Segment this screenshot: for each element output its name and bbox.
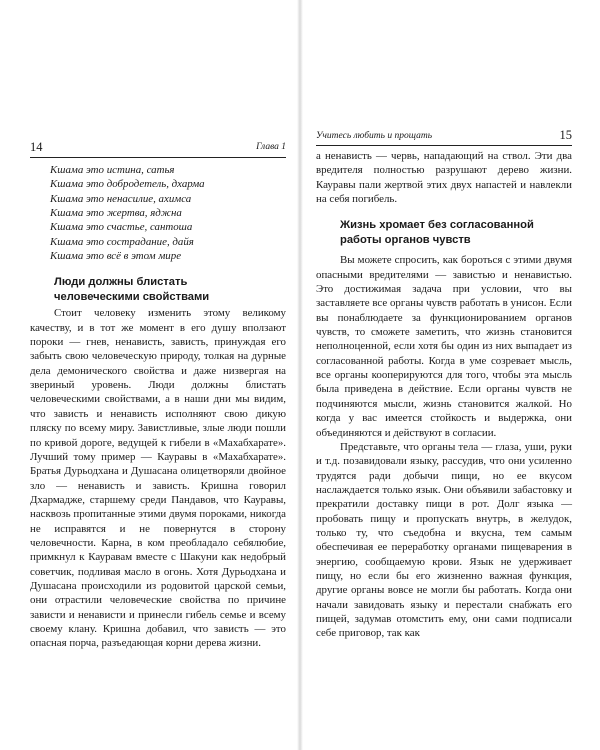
section-heading: Жизнь хромает без согласованной работы органов чувств xyxy=(340,219,534,246)
verse-line: Кшама это счастье, сантоша xyxy=(50,221,193,234)
right-book-title-label: Учитесь любить и прощать xyxy=(316,131,433,141)
body-paragraph: Стоит человеку изменить этому великому качеству, и в тот же момент в его душу вползают пороки — гнев, ненависть, зависть, принуждая его забыть свою человеческую природу, толкая на дурные дела демонического свойства и даже низвергая на звериный уровень. Люди должны блистать человеческими свойствами, а в наши дни мы видим, что зависть и ненависть исполняют свою дикую пляску по всему миру. Завистливые, злые люди пошли по кривой дороге, ведущей к гибели в «Махабхарате». Лучший тому пример — Кауравы в «Махабхарате». Братья Дурьодхана и Душасана олицетворяли двойное зло — ненависть и зависть. Кришна говорил Дхармадже, старшему среди Пандавов, что Кауравы, насквозь пропитанные этими двумя пороками, никогда не исправятся и не повернутся в сторону человечности. Карна, в ком преобладало себялюбие, примкнул к Кауравам вместе с Шакуни как недобрый советчик, подливая масло в огонь. Хотя Дурьодхана и Душасана происходили из родовитой царской семьи, они отрастили человеческие свойства по причине зависти и ненависти и принесли гибель семье и всему своему клану. Кришна добавил, что зависть — это опасная порча, разъедающая корни дерева жизни. xyxy=(30,307,286,650)
verse-line: Кшама это ненасилие, ахимса xyxy=(50,192,192,205)
right-page-number: 15 xyxy=(559,128,572,142)
right-header-rule xyxy=(316,145,572,146)
left-page-number: 14 xyxy=(30,140,43,154)
verse-line: Кшама это жертва, яджна xyxy=(50,207,182,220)
verse-block xyxy=(50,163,286,263)
body-paragraph: Вы можете спросить, как бороться с этими двумя опасными вредителями — завистью и ненавистью. Это достижимая задача при условии, что вы заставляете все органы чувств работать в унисон. Если вы понаблюдаете за функционированием органов чувств, то сможете заметить, что жизнь становится неполноценной, если хотя бы один из них выпадает из согласованной работы. Когда в уме созревает мысль, все органы кооперируются для того, чтобы эта мысль была приведена в действие. Если органы чувств не подчиняются мысли, жизнь становится жалкой. Но когда у вас имеется стойкость и выдержка, они объединяются и действуют в согласии. xyxy=(316,254,572,439)
right-page-text xyxy=(316,149,572,641)
verse-line: Кшама это добродетель, дхарма xyxy=(50,178,205,191)
left-page-text xyxy=(30,163,286,651)
left-chapter-label: Глава 1 xyxy=(256,142,286,152)
section-heading: Люди должны блистать человеческими свойствами xyxy=(54,276,210,303)
continued-paragraph: а ненависть — червь, нападающий на ствол. Эти два вредителя полностью разрушают дерево жизни. Кауравы пали жертвой этих двух напастей и навлекли на себя погибель. xyxy=(316,150,572,206)
verse-line: Кшама это всё в этом мире xyxy=(50,250,182,263)
book-gutter xyxy=(297,0,303,750)
verse-line: Кшама это истина, сатья xyxy=(50,164,175,176)
verse-line: Кшама это сострадание, дайя xyxy=(50,235,194,248)
left-header-rule xyxy=(30,157,286,158)
body-paragraph: Представьте, что органы тела — глаза, уши, руки и т.д. позавидовали языку, рассудив, что они усиленно трудятся ради добычи пищи, но ее вкусом наслаждается только язык. Они объявили забастовку и прекратили доставку пищи в рот. Долг языка — пробовать пищу и пропускать внутрь, в желудок, только ту, что съедобна и вкусна, тем самым обеспечивая ее переработку органами пищеварения в энергию, сообщаемую крови. Язык не удерживает пищу, но если бы его жизненно важная функция, другие органы вовсе не могли бы работать. Когда они начали завидовать языку и перестали снабжать его пищей, задумав отомстить ему, они сами подписали себе приговор, так как xyxy=(316,440,572,640)
